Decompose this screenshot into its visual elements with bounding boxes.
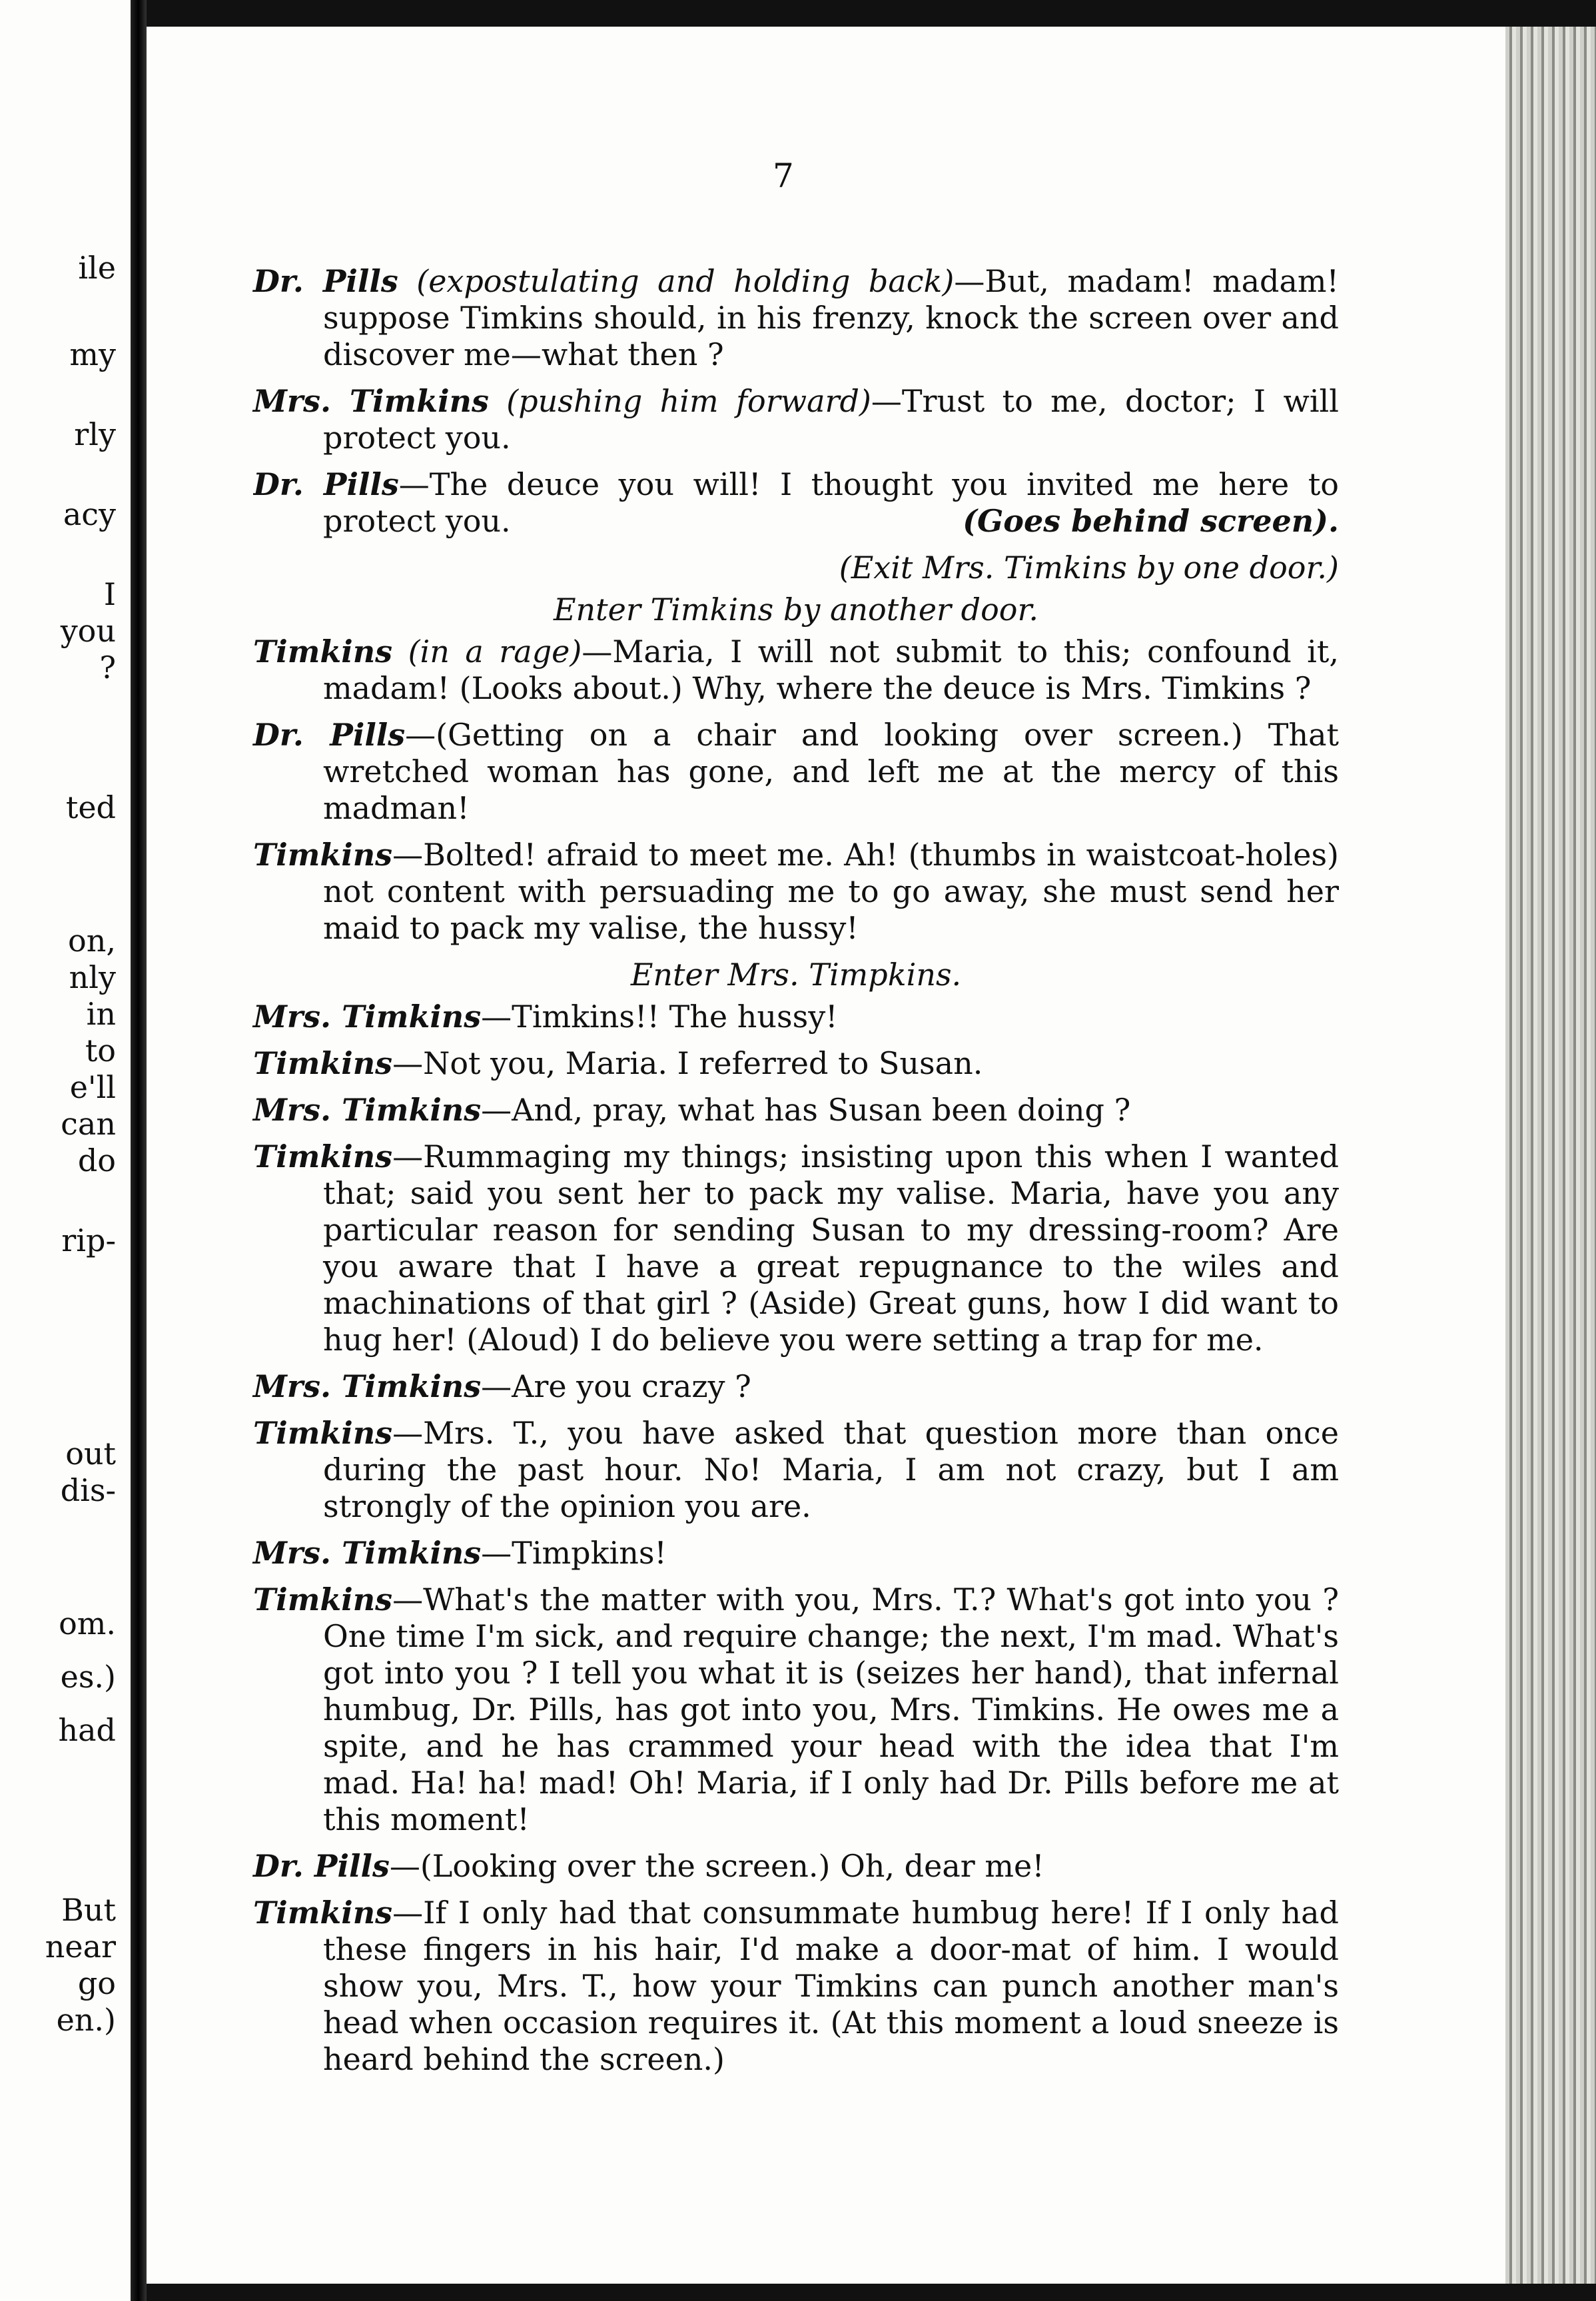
speaker-name: Mrs. Timkins [253, 999, 482, 1035]
dialogue-text: —Are you crazy ? [481, 1368, 751, 1404]
stage-direction: (pushing him forward) [506, 383, 871, 419]
dialogue-line [253, 1092, 1339, 1129]
speaker-name: Dr. Pills [253, 717, 406, 753]
dialogue-line [253, 837, 1339, 947]
facing-page-text: es.) [60, 1659, 116, 1695]
dialogue-line [253, 1535, 1339, 1572]
dialogue-text: —(Looking over the screen.) Oh, dear me! [389, 1848, 1044, 1884]
dialogue-line [253, 383, 1339, 456]
dialogue-text: —Not you, Maria. I referred to Susan. [392, 1045, 983, 1081]
dialogue-text: —And, pray, what has Susan been doing ? [481, 1092, 1131, 1128]
dialogue-line [253, 634, 1339, 707]
speaker-name: Mrs. Timkins [253, 1092, 482, 1128]
dialogue-text: —The deuce you will! I thought you invited me here to protect you. [323, 466, 1339, 539]
page-edges [1505, 27, 1596, 2284]
speaker-name: Timkins [253, 634, 393, 670]
speaker-name: Timkins [253, 1582, 393, 1617]
speaker-name: Timkins [253, 1045, 393, 1081]
facing-page-text: to [85, 1033, 116, 1069]
facing-page-text: do [77, 1143, 116, 1178]
facing-page-text: rly [74, 416, 116, 452]
facing-page-text: can [61, 1106, 116, 1142]
facing-page-text: rip- [61, 1222, 116, 1258]
stage-direction: Enter Mrs. Timpkins. [630, 957, 962, 993]
facing-page-text: e'll [69, 1069, 116, 1105]
facing-page-text: near [45, 1929, 116, 1965]
dialogue-text: —Timpkins! [481, 1535, 667, 1571]
facing-page-fragment [0, 0, 131, 2301]
speaker-name: Timkins [253, 837, 393, 873]
book-page [147, 27, 1505, 2284]
dialogue-text: —But, madam! madam! suppose Timkins should, in his frenzy, knock the screen over and discover me—what then ? [323, 263, 1339, 372]
dialogue-line [253, 1895, 1339, 2078]
dialogue-text: —Timkins!! The hussy! [481, 999, 838, 1035]
facing-page-text: had [58, 1712, 116, 1748]
dialogue-text: —Trust to me, doctor; I will protect you. [323, 383, 1339, 456]
dialogue-text: —If I only had that consummate humbug here! If I only had these fingers in his hair, I'd make a door-mat of him. I would show you, Mrs. T., how your Timkins can punch another man's head when occasion requires it. (At this moment a loud sneeze is heard behind the screen.) [323, 1895, 1339, 2077]
stage-direction: Enter Timkins by another door. [553, 592, 1039, 628]
dialogue-line [253, 1582, 1339, 1838]
facing-page-text: you [60, 613, 116, 649]
speaker-name: Dr. Pills [253, 263, 398, 299]
facing-page-text: om. [59, 1606, 116, 1641]
stage-direction: (Goes behind screen). [963, 503, 1339, 539]
facing-page-text: acy [63, 496, 116, 532]
facing-page-text: ? [99, 650, 116, 686]
dialogue-line [253, 1415, 1339, 1525]
book-gutter [131, 0, 147, 2301]
facing-page-text: I [103, 576, 116, 612]
speaker-name: Dr. Pills [253, 466, 399, 502]
dialogue-text: —Maria, I will not submit to this; confound it, madam! (Looks about.) Why, where the deuce is Mrs. Timkins ? [323, 634, 1339, 706]
facing-page-text: go [77, 1965, 116, 2001]
dialogue-line [253, 999, 1339, 1035]
speaker-name: Timkins [253, 1895, 393, 1931]
stage-direction: (expostulating and holding back) [416, 263, 955, 299]
dialogue-text: —(Getting on a chair and looking over screen.) That wretched woman has gone, and left me at the mercy of this madman! [323, 717, 1339, 826]
facing-page-text: out [65, 1436, 116, 1472]
facing-page-text: on, [68, 923, 116, 959]
page-number: 7 [773, 157, 794, 195]
facing-page-text: ile [78, 250, 116, 286]
dialogue-line [253, 1139, 1339, 1358]
speaker-name: Dr. Pills [253, 1848, 390, 1884]
dialogue-text: —Bolted! afraid to meet me. Ah! (thumbs in waistcoat-holes) not content with persuading me to go away, she must send her maid to pack my valise, the hussy! [323, 837, 1339, 946]
facing-page-text: my [69, 336, 116, 372]
speaker-name: Mrs. Timkins [253, 1368, 482, 1404]
stage-direction: (in a rage) [408, 634, 582, 670]
dialogue-line [253, 263, 1339, 373]
dialogue-line [253, 1045, 1339, 1082]
facing-page-text: in [86, 996, 116, 1032]
facing-page-text: ted [65, 789, 116, 825]
speaker-name: Timkins [253, 1139, 393, 1174]
facing-page-text: But [61, 1892, 116, 1928]
speaker-name: Mrs. Timkins [253, 383, 489, 419]
stage-direction: (Exit Mrs. Timkins by one door.) [839, 550, 1339, 586]
facing-page-text: en.) [56, 2002, 116, 2038]
page-text [253, 263, 1339, 2088]
speaker-name: Mrs. Timkins [253, 1535, 482, 1571]
dialogue-line [253, 1848, 1339, 1885]
dialogue-line [253, 1368, 1339, 1405]
facing-page-text: dis- [60, 1472, 116, 1508]
dialogue-line [253, 717, 1339, 827]
dialogue-text: —Mrs. T., you have asked that question more than once during the past hour. No! Maria, I am not crazy, but I am strongly of the opinion you are. [323, 1415, 1339, 1524]
dialogue-line [253, 466, 1339, 540]
facing-page-text: nly [69, 959, 116, 995]
dialogue-text: —Rummaging my things; insisting upon this when I wanted that; said you sent her to pack my valise. Maria, have you any particular reason for sending Susan to my dressing-room? Are you aware that I have a great repugnance to the wiles and machinations of that girl ? (Aside) Great guns, how I did want to hug her! (Aloud) I do believe you were setting a trap for me. [323, 1139, 1339, 1358]
dialogue-text: —What's the matter with you, Mrs. T.? What's got into you ? One time I'm sick, and require change; the next, I'm mad. What's got into you ? I tell you what it is (seizes her hand), that infernal humbug, Dr. Pills, has got into you, Mrs. Timkins. He owes me a spite, and he has crammed your head with the idea that I'm mad. Ha! ha! mad! Oh! Maria, if I only had Dr. Pills before me at this moment! [323, 1582, 1339, 1837]
speaker-name: Timkins [253, 1415, 393, 1451]
